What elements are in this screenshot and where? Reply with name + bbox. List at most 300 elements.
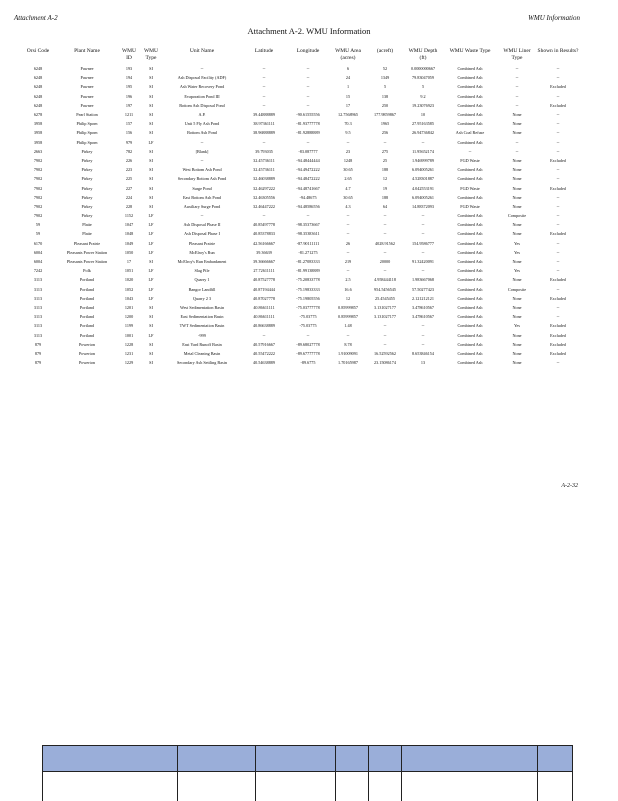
- table-cell: 6: [346, 66, 350, 72]
- table-cell: Combined Ash: [457, 360, 483, 366]
- table-cell: 3113: [33, 323, 43, 329]
- table-row: [20, 156, 580, 165]
- table-row: [20, 110, 580, 119]
- table-cell: 1.946999789: [412, 157, 434, 163]
- table-cell: 40.85497778: [253, 222, 275, 228]
- table-cell: Combined Ash: [457, 112, 483, 118]
- table-cell: -999: [198, 332, 206, 338]
- table-cell: 1043: [124, 295, 134, 301]
- table-cell: Combined Ash: [457, 176, 483, 182]
- col-header-latitude: Latitude: [254, 48, 274, 54]
- table-cell: 224: [125, 194, 133, 200]
- table-cell: 156: [125, 130, 133, 136]
- table-cell: Philip Sporn: [76, 139, 98, 145]
- table-row: [20, 119, 580, 128]
- table-cell: -94.48444444: [296, 157, 320, 163]
- table-cell: 4.958444118: [374, 277, 396, 283]
- table-cell: --: [383, 268, 387, 274]
- table-cell: --: [556, 203, 560, 209]
- table-cell: Excluded: [550, 185, 566, 191]
- table-cell: --: [556, 121, 560, 127]
- table-cell: LF: [148, 139, 154, 145]
- table-cell: 40.85378833: [253, 231, 275, 237]
- table-cell: Excluded: [550, 350, 566, 356]
- table-row: [20, 349, 580, 358]
- table-cell: East Bottom Ash Pond: [182, 194, 222, 200]
- table-cell: 12.7568965: [338, 112, 358, 118]
- table-cell: 1.48: [344, 323, 352, 329]
- table-cell: 219: [344, 259, 352, 265]
- table-cell: None: [512, 222, 522, 228]
- table-row: [20, 183, 580, 192]
- table-cell: 225: [125, 176, 133, 182]
- table-cell: --: [262, 93, 266, 99]
- table-cell: 16.52592562: [374, 350, 396, 356]
- table-cell: 40.86611111: [253, 314, 275, 320]
- table-cell: 39.36639: [256, 249, 272, 255]
- table-cell: Pearl Station: [76, 112, 98, 118]
- table-cell: Philip Sporn: [76, 121, 98, 127]
- table-row: [20, 147, 580, 156]
- table-cell: East Yard Runoff Basin: [182, 341, 222, 347]
- table-cell: SI: [149, 314, 153, 320]
- table-cell: Pirkey: [81, 157, 93, 163]
- table-cell: Pleasant Prairie: [73, 240, 101, 246]
- table-cell: SI: [149, 176, 153, 182]
- table-row: [20, 239, 580, 248]
- table-cell: 3113: [33, 295, 43, 301]
- table-cell: 1228: [124, 341, 134, 347]
- table-cell: West Bottom Ash Pond: [182, 167, 222, 173]
- table-cell: --: [556, 268, 560, 274]
- table-cell: None: [512, 350, 522, 356]
- table-cell: Combined Ash: [457, 314, 483, 320]
- table-cell: --: [421, 139, 425, 145]
- table-cell: --: [200, 213, 204, 219]
- table-cell: 13: [420, 360, 426, 366]
- table-cell: 2663: [33, 148, 43, 154]
- table-cell: -81.93777778: [296, 121, 320, 127]
- table-row: [20, 220, 580, 229]
- table-cell: 4.528301887: [412, 176, 434, 182]
- table-cell: --: [556, 286, 560, 292]
- table-cell: --: [262, 213, 266, 219]
- table-cell: --: [556, 240, 560, 246]
- table-cell: Quarry 2 3: [192, 295, 212, 301]
- col-header-wmu-id: WMU ID: [121, 48, 137, 61]
- table-cell: 1349: [380, 75, 390, 81]
- table-cell: 8.78: [344, 341, 352, 347]
- table-cell: Pirkey: [81, 167, 93, 173]
- table-cell: 30.65: [343, 194, 353, 200]
- table-cell: 1050: [124, 249, 134, 255]
- table-cell: 23: [345, 148, 351, 154]
- table-cell: Combined Ash: [457, 332, 483, 338]
- table-cell: 1: [346, 84, 350, 90]
- table-cell: 38.96888889: [253, 130, 275, 136]
- table-cell: Secondary Bottom Ash Pond: [177, 176, 227, 182]
- table-cell: Pawnee: [80, 93, 94, 99]
- table-cell: 6248: [33, 75, 43, 81]
- table-row: [20, 266, 580, 275]
- table-cell: 40.57916667: [253, 341, 275, 347]
- table-cell: Excluded: [550, 332, 566, 338]
- table-cell: Combined Ash: [457, 194, 483, 200]
- table-cell: Philip Sporn: [76, 130, 98, 136]
- table-cell: 7902: [33, 176, 43, 182]
- table-cell: --: [383, 213, 387, 219]
- table-cell: 23.15086174: [374, 360, 396, 366]
- table-cell: 6278: [33, 112, 43, 118]
- table-cell: 25.4545455: [375, 295, 395, 301]
- table-cell: Powerton: [78, 341, 96, 347]
- table-cell: 1048: [124, 231, 134, 237]
- table-cell: --: [383, 231, 387, 237]
- table-cell: None: [512, 176, 522, 182]
- table-cell: None: [512, 112, 522, 118]
- table-cell: Excluded: [550, 102, 566, 108]
- table-cell: 196: [125, 93, 133, 99]
- table-cell: SI: [149, 75, 153, 81]
- table-cell: --: [306, 102, 310, 108]
- table-cell: Combined Ash: [457, 66, 483, 72]
- table-cell: 24: [345, 75, 351, 81]
- table-cell: -83.087777: [298, 148, 318, 154]
- table-cell: 15: [345, 93, 351, 99]
- table-cell: --: [421, 231, 425, 237]
- table-cell: 1047: [124, 222, 134, 228]
- col-header-wmu-depth: WMU Depth (ft): [408, 48, 438, 61]
- table-cell: SI: [149, 148, 153, 154]
- table-cell: --: [421, 213, 425, 219]
- table-row: [20, 303, 580, 312]
- table-cell: -94.48586556: [296, 203, 320, 209]
- table-cell: --: [556, 139, 560, 145]
- table-cell: 5: [421, 84, 425, 90]
- table-cell: Pawnee: [80, 84, 94, 90]
- table-row: [20, 294, 580, 303]
- table-cell: Pleasant Prairie: [188, 240, 216, 246]
- table-cell: 879: [34, 360, 42, 366]
- col-header-plant-name: Plant Name: [74, 48, 100, 54]
- table-cell: -75.03775: [299, 323, 317, 329]
- table-cell: None: [512, 231, 522, 237]
- table-cell: --: [306, 213, 310, 219]
- running-header-right: WMU Information: [528, 14, 580, 22]
- table-cell: 19.23076923: [412, 102, 434, 108]
- table-cell: 30.65: [343, 167, 353, 173]
- table-cell: --: [306, 84, 310, 90]
- table-cell: SI: [149, 112, 153, 118]
- table-cell: None: [512, 121, 522, 127]
- table-cell: -75.20833778: [296, 277, 320, 283]
- table-cell: 25: [382, 157, 388, 163]
- table-cell: LF: [148, 332, 154, 338]
- table-cell: SI: [149, 304, 153, 310]
- table-cell: Pirkey: [81, 203, 93, 209]
- table-cell: 52: [382, 66, 388, 72]
- table-cell: --: [346, 213, 350, 219]
- table-cell: --: [556, 148, 560, 154]
- wmu-table: [20, 48, 580, 367]
- table-cell: --: [383, 323, 387, 329]
- table-cell: 7902: [33, 213, 43, 219]
- col-header-wmu-area: WMU Area (acres): [335, 48, 361, 61]
- table-cell: 275: [381, 148, 389, 154]
- table-cell: --: [421, 332, 425, 338]
- table-cell: LF: [148, 213, 154, 219]
- table-cell: None: [512, 304, 522, 310]
- table-row: [20, 193, 580, 202]
- table-cell: 4.7: [345, 185, 351, 191]
- table-cell: 32.45736111: [253, 167, 275, 173]
- table-cell: 7902: [33, 157, 43, 163]
- table-cell: 3.478610567: [412, 304, 434, 310]
- table-cell: Secondary Ash Settling Basin: [177, 360, 227, 366]
- table-cell: Composite: [507, 213, 527, 219]
- table-cell: SI: [149, 323, 153, 329]
- table-cell: Portland: [79, 304, 95, 310]
- table-cell: --: [306, 332, 310, 338]
- table-cell: FGD Waste: [460, 185, 480, 191]
- table-cell: Pawnee: [80, 66, 94, 72]
- table-cell: Excluded: [550, 157, 566, 163]
- table-cell: 6.094005261: [412, 167, 434, 173]
- table-cell: --: [515, 148, 519, 154]
- table-cell: 1.983667068: [412, 277, 434, 283]
- table-cell: Excluded: [550, 84, 566, 90]
- table-cell: Ash Disposal Phase I: [184, 231, 220, 237]
- table-cell: 3.131027177: [374, 314, 396, 320]
- table-cell: SI: [149, 350, 153, 356]
- table-cell: Combined Ash: [457, 121, 483, 127]
- table-cell: SI: [149, 84, 153, 90]
- table-cell: 1231: [124, 350, 134, 356]
- table-cell: --: [346, 249, 350, 255]
- table-cell: --: [306, 93, 310, 99]
- table-cell: Ash Water Recovery Pond: [179, 84, 225, 90]
- table-cell: 3958: [33, 139, 43, 145]
- table-cell: 3958: [33, 130, 43, 136]
- table-cell: --: [383, 332, 387, 338]
- table-cell: Portland: [79, 277, 95, 283]
- table-cell: Bottom Ash Disposal Pond: [179, 102, 225, 108]
- table-cell: None: [512, 130, 522, 136]
- table-cell: Pirkey: [81, 148, 93, 154]
- table-cell: 6248: [33, 84, 43, 90]
- table-row: [20, 128, 580, 137]
- table-cell: 1199: [124, 323, 134, 329]
- table-row: [20, 165, 580, 174]
- page-title: Attachment A-2. WMU Information: [247, 26, 371, 36]
- table-cell: Platte: [82, 231, 92, 237]
- table-cell: 3113: [33, 277, 43, 283]
- table-row: [20, 257, 580, 266]
- table-cell: 3113: [33, 332, 43, 338]
- table-row: [20, 211, 580, 220]
- table-cell: 26: [345, 240, 351, 246]
- table-cell: Combined Ash: [457, 277, 483, 283]
- table-row: [20, 138, 580, 147]
- table-cell: SI: [149, 157, 153, 163]
- table-cell: 7902: [33, 203, 43, 209]
- table-cell: Excluded: [550, 341, 566, 347]
- table-cell: --: [383, 222, 387, 228]
- table-cell: SI: [149, 102, 153, 108]
- table-cell: --: [556, 194, 560, 200]
- table-cell: Yes: [513, 323, 521, 329]
- table-cell: 79.83047059: [412, 75, 434, 81]
- table-cell: Combined Ash: [457, 295, 483, 301]
- table-cell: FGD Waste: [460, 157, 480, 163]
- table-cell: -81.92888889: [296, 130, 320, 136]
- table-row: [20, 101, 580, 110]
- table-cell: --: [262, 332, 266, 338]
- table-cell: 59: [35, 231, 41, 237]
- table-cell: Auxiliary Surge Pond: [183, 203, 221, 209]
- table-cell: 38.97361111: [253, 121, 275, 127]
- table-cell: --: [556, 130, 560, 136]
- table-cell: 197: [125, 102, 133, 108]
- table-row: [20, 312, 580, 321]
- table-cell: -81.271275: [298, 249, 318, 255]
- table-cell: FGD Waste: [460, 203, 480, 209]
- table-cell: SI: [149, 341, 153, 347]
- table-cell: --: [468, 148, 472, 154]
- table-cell: Platte: [82, 222, 92, 228]
- table-cell: 1965: [380, 121, 390, 127]
- table-cell: 7902: [33, 194, 43, 200]
- table-cell: Combined Ash: [457, 75, 483, 81]
- table-cell: 0.85999857: [338, 304, 358, 310]
- table-cell: Combined Ash: [457, 84, 483, 90]
- table-cell: Combined Ash: [457, 323, 483, 329]
- table-cell: None: [512, 203, 522, 209]
- table-cell: SI: [149, 121, 153, 127]
- table-cell: 1001: [124, 332, 134, 338]
- table-cell: Combined Ash: [457, 286, 483, 292]
- table-cell: --: [306, 66, 310, 72]
- table-cell: 1152: [124, 213, 134, 219]
- table-cell: -89.67777778: [296, 350, 320, 356]
- table-cell: 1049: [124, 240, 134, 246]
- table-cell: [Blank]: [195, 148, 209, 154]
- table-cell: LF: [148, 268, 154, 274]
- table-cell: 3.478610567: [412, 314, 434, 320]
- table-cell: 40.87027778: [253, 295, 275, 301]
- table-cell: Excluded: [550, 295, 566, 301]
- table-cell: SI: [149, 66, 153, 72]
- table-cell: Portland: [79, 332, 95, 338]
- table-cell: 32.46305556: [253, 194, 275, 200]
- table-cell: Excluded: [550, 231, 566, 237]
- table-cell: 11.95652174: [412, 148, 434, 154]
- table-cell: 193: [125, 66, 133, 72]
- table-cell: 40.87194444: [253, 286, 275, 292]
- table-cell: None: [512, 332, 522, 338]
- table-cell: 6248: [33, 93, 43, 99]
- table-cell: --: [421, 222, 425, 228]
- table-cell: Powerton: [78, 350, 96, 356]
- table-cell: Ash Coal Refuse: [455, 130, 485, 136]
- table-cell: LF: [148, 222, 154, 228]
- table-row: [20, 248, 580, 257]
- table-cell: --: [556, 66, 560, 72]
- table-cell: Metal Cleaning Basin: [183, 350, 221, 356]
- table-cell: --: [262, 102, 266, 108]
- table-cell: Combined Ash: [457, 102, 483, 108]
- table-cell: -87.90111111: [296, 240, 320, 246]
- table-cell: 32.46447222: [253, 203, 275, 209]
- table-cell: 10: [420, 112, 426, 118]
- table-cell: 9.5: [345, 130, 351, 136]
- table-cell: Pawnee: [80, 75, 94, 81]
- table-cell: 979: [125, 139, 133, 145]
- table-cell: 6004: [33, 249, 43, 255]
- table-cell: 57.50277423: [412, 286, 434, 292]
- table-cell: 6170: [33, 240, 43, 246]
- table-cell: --: [556, 259, 560, 265]
- table-cell: --: [262, 75, 266, 81]
- table-cell: --: [515, 93, 519, 99]
- table-cell: --: [515, 66, 519, 72]
- table-cell: SI: [149, 194, 153, 200]
- table-cell: 138: [381, 93, 389, 99]
- column-divider: [177, 746, 178, 801]
- table-cell: 3113: [33, 286, 43, 292]
- table-cell: Portland: [79, 314, 95, 320]
- table-cell: --: [421, 249, 425, 255]
- table-cell: Combined Ash: [457, 268, 483, 274]
- table-cell: SI: [149, 203, 153, 209]
- table-cell: -98.35383611: [296, 231, 320, 237]
- table-cell: 3.131027177: [374, 304, 396, 310]
- table-cell: Combined Ash: [457, 139, 483, 145]
- table-cell: -75.03777778: [296, 304, 320, 310]
- col-header-acreft: (acreft): [376, 48, 394, 54]
- table-cell: -89.6775: [300, 360, 316, 366]
- table-cell: --: [200, 157, 204, 163]
- table-cell: LF: [148, 231, 154, 237]
- table-cell: --: [346, 222, 350, 228]
- table-cell: 32.45736111: [253, 157, 275, 163]
- table-cell: -81.27083333: [296, 259, 320, 265]
- table-cell: Powerton: [78, 360, 96, 366]
- table-cell: A.P.: [198, 112, 206, 118]
- table-cell: Bottom Ash Pond: [187, 130, 217, 136]
- table-cell: --: [556, 167, 560, 173]
- table-cell: 4.3: [345, 203, 351, 209]
- table-cell: Combined Ash: [457, 350, 483, 356]
- page-number: A-2-32: [561, 483, 578, 489]
- table-cell: None: [512, 295, 522, 301]
- column-divider: [255, 746, 256, 801]
- table-cell: Combined Ash: [457, 240, 483, 246]
- table-cell: Pleasants Power Station: [66, 259, 108, 265]
- table-cell: SI: [149, 185, 153, 191]
- table-cell: 3113: [33, 314, 43, 320]
- empty-form-table: [42, 745, 573, 801]
- col-header-wmu-type: WMU Type: [143, 48, 159, 61]
- table-cell: --: [556, 222, 560, 228]
- table-cell: 0.85999857: [338, 314, 358, 320]
- column-divider: [401, 746, 402, 801]
- table-cell: Pirkey: [81, 176, 93, 182]
- table-cell: SI: [149, 130, 153, 136]
- table-cell: 228: [125, 203, 133, 209]
- table-cell: SI: [149, 93, 153, 99]
- table-cell: Combined Ash: [457, 222, 483, 228]
